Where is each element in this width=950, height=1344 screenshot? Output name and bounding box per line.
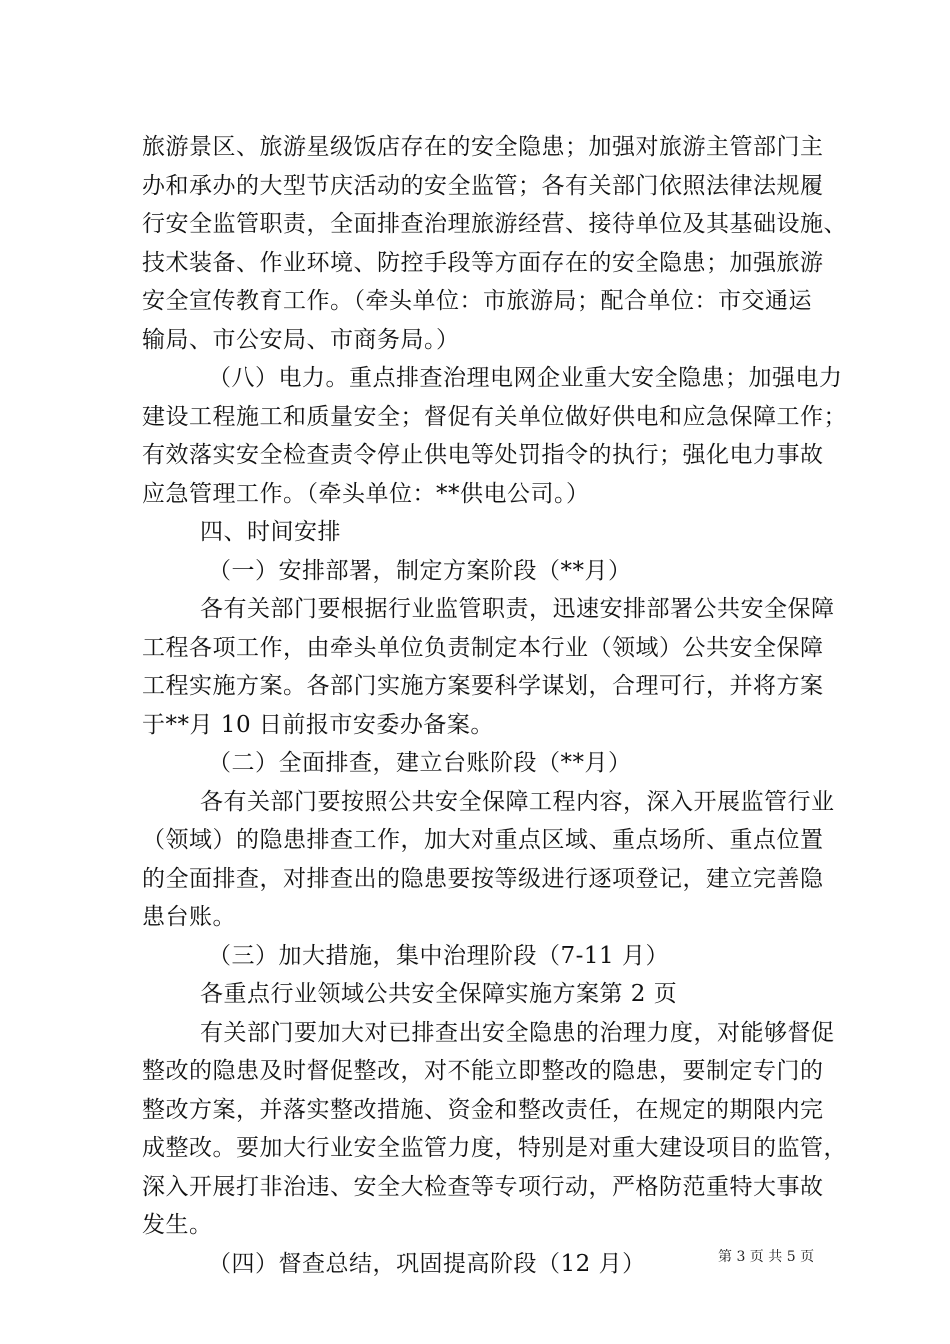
text-line: 的全面排查，对排查出的隐患要按等级进行逐项登记，建立完善隐 (142, 865, 824, 892)
text-line: 行安全监管职责，全面排查治理旅游经营、接待单位及其基础设施、 (142, 211, 847, 237)
text-line: 整改方案，并落实整改措施、资金和整改责任，在规定的期限内完 (142, 1096, 824, 1123)
subsection-heading: （一）安排部署，制定方案阶段（**月） (208, 557, 632, 584)
page-title-line: 各重点行业领域公共安全保障实施方案第 2 页 (200, 981, 678, 1007)
page-number-footer: 第 3 页 共 5 页 (718, 1249, 815, 1265)
subsection-heading: （三）加大措施，集中治理阶段（7-11 月） (208, 942, 669, 969)
paragraph-start: 各有关部门要根据行业监管职责，迅速安排部署公共安全保障 (200, 596, 835, 622)
paragraph-start: 各有关部门要按照公共安全保障工程内容，深入开展监管行业 (200, 788, 835, 815)
document-body (142, 128, 847, 1283)
text-line: 建设工程施工和质量安全；督促有关单位做好供电和应急保障工作； (142, 403, 847, 430)
text-line: 患台账。 (142, 904, 236, 930)
subsection-heading: （四）督查总结，巩固提高阶段（12 月） (208, 1250, 646, 1277)
text-line: 整改的隐患及时督促整改，对不能立即整改的隐患，要制定专门的 (142, 1058, 824, 1084)
text-line: （领域）的隐患排查工作，加大对重点区域、重点场所、重点位置 (142, 827, 824, 853)
paragraph-start: （八）电力。重点排查治理电网企业重大安全隐患；加强电力 (208, 365, 843, 391)
text-line: 于**月 10 日前报市安委办备案。 (142, 711, 494, 738)
text-line: 办和承办的大型节庆活动的安全监管；各有关部门依照法律法规履 (142, 172, 824, 199)
text-line: 安全宣传教育工作。（牵头单位：市旅游局；配合单位：市交通运 (142, 288, 812, 314)
text-line: 技术装备、作业环境、防控手段等方面存在的安全隐患；加强旅游 (142, 249, 824, 276)
text-line: 深入开展打非治违、安全大检查等专项行动，严格防范重特大事故 (142, 1173, 824, 1200)
subsection-heading: （二）全面排查，建立台账阶段（**月） (208, 750, 632, 776)
text-line: 应急管理工作。（牵头单位：**供电公司。） (142, 480, 590, 507)
text-line: 有效落实安全检查责令停止供电等处罚指令的执行；强化电力事故 (142, 442, 824, 468)
section-heading: 四、时间安排 (200, 519, 341, 545)
text-line: 成整改。要加大行业安全监管力度，特别是对重大建设项目的监管， (142, 1135, 847, 1161)
text-line: 旅游景区、旅游星级饭店存在的安全隐患；加强对旅游主管部门主 (142, 134, 824, 160)
text-line: 工程实施方案。各部门实施方案要科学谋划，合理可行，并将方案 (142, 673, 824, 699)
text-line: 输局、市公安局、市商务局。） (142, 326, 460, 353)
text-line: 发生。 (142, 1212, 213, 1238)
paragraph-start: 有关部门要加大对已排查出安全隐患的治理力度，对能够督促 (200, 1019, 835, 1046)
text-line: 工程各项工作，由牵头单位负责制定本行业（领域）公共安全保障 (142, 634, 824, 661)
